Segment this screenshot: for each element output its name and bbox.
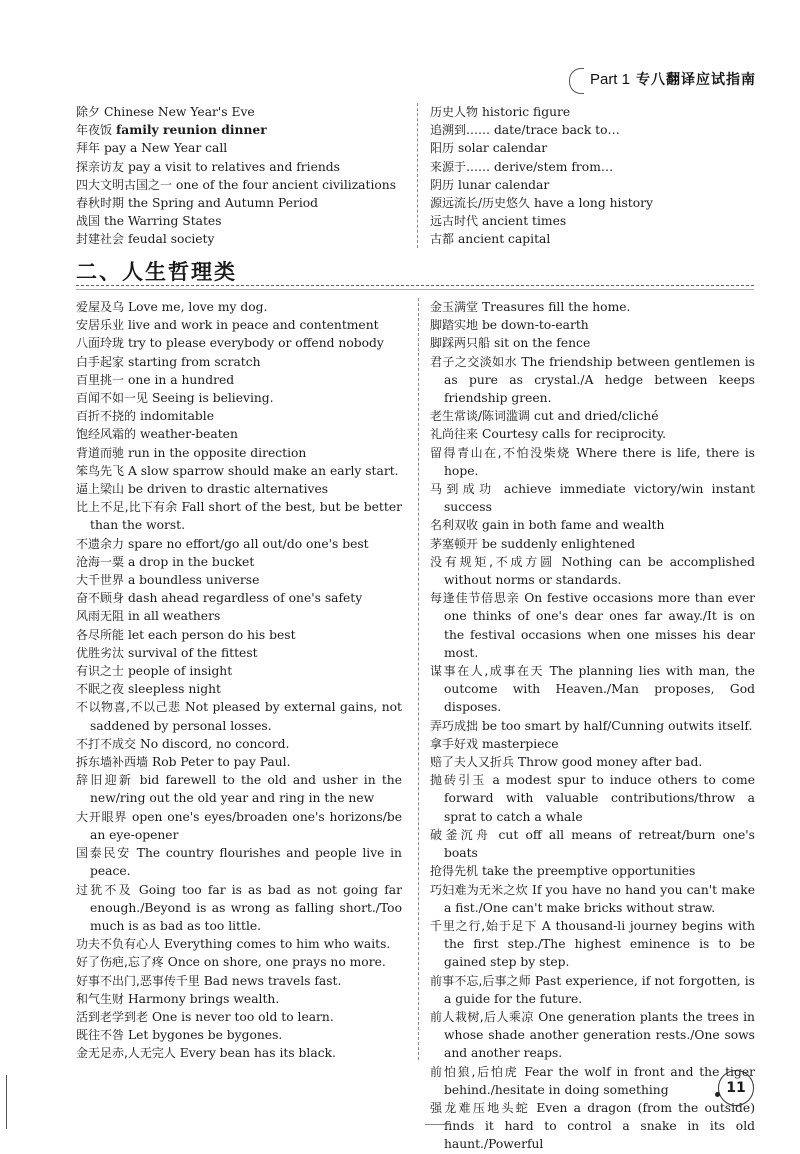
glossary-entry	[76, 139, 406, 157]
entry-english: ancient times	[481, 214, 567, 229]
glossary-entry	[430, 480, 755, 516]
entry-english: a modest spur to induce others to come forward with valuable contributions/throw a sprat to catch a whale	[444, 773, 755, 824]
glossary-entry	[430, 103, 760, 121]
page-number: 11	[726, 1080, 746, 1096]
entry-chinese: 金玉满堂	[430, 300, 479, 314]
glossary-entry	[76, 935, 402, 953]
entry-english: A thousand-li journey begins with the first step./The highest eminence is to be gained step by step.	[444, 918, 755, 970]
entry-chinese: 逼上梁山	[76, 482, 125, 497]
entry-english: have a long history	[533, 196, 653, 211]
column-divider	[418, 298, 419, 1060]
glossary-entry	[430, 316, 755, 334]
entry-chinese: 拆东墙补西墙	[76, 755, 149, 770]
entry-chinese: 奋不顾身	[76, 591, 125, 606]
entry-english: be down-to-earth	[481, 318, 589, 333]
glossary-entry	[430, 735, 755, 753]
entry-chinese: 和气生财	[76, 991, 125, 1006]
glossary-entry	[430, 334, 755, 352]
glossary-entry	[430, 444, 755, 480]
entry-english: Throw good money after bad.	[517, 755, 703, 770]
entry-english: be suddenly enlightened	[481, 536, 636, 551]
glossary-entry	[430, 194, 760, 212]
glossary-entry	[76, 1026, 402, 1044]
entry-english: sleepless night	[127, 682, 221, 697]
glossary-entry	[430, 353, 755, 408]
entry-english: Love me, love my dog.	[127, 300, 268, 314]
glossary-entry	[76, 407, 402, 425]
entry-chinese: 四大文明古国之一	[76, 177, 173, 192]
entry-english: Harmony brings wealth.	[127, 991, 280, 1006]
entry-english: If you have no hand you can't make a fist./One can't make bricks without straw.	[444, 882, 755, 915]
glossary-entry	[76, 158, 406, 176]
entry-chinese: 前怕狼,后怕虎	[430, 1064, 519, 1079]
entry-chinese: 不以物喜,不以己悲	[76, 700, 181, 715]
entry-english: Everything comes to him who waits.	[163, 937, 391, 952]
glossary-entry	[430, 589, 755, 662]
entry-english: spare no effort/go all out/do one's best	[127, 536, 369, 551]
entry-english: a drop in the bucket	[127, 554, 255, 569]
entry-english: Rob Peter to pay Paul.	[151, 755, 291, 770]
entry-chinese: 好了伤疤,忘了疼	[76, 955, 164, 970]
entry-english: starting from scratch	[127, 354, 261, 369]
entry-chinese: 战国	[76, 214, 101, 229]
glossary-entry	[76, 571, 402, 589]
glossary-entry	[76, 121, 406, 139]
entry-english: in all weathers	[127, 609, 221, 624]
entry-chinese: 拿手好戏	[430, 736, 479, 751]
page-dot-icon	[715, 1092, 720, 1097]
glossary-entry	[76, 881, 402, 936]
entry-chinese: 大千世界	[76, 573, 125, 588]
glossary-entry	[76, 844, 402, 880]
glossary-entry	[76, 735, 402, 753]
glossary-entry	[430, 881, 755, 917]
glossary-entry	[76, 626, 402, 644]
entry-chinese: 拜年	[76, 141, 101, 156]
entry-chinese: 强龙难压地头蛇	[430, 1100, 531, 1115]
entry-english: Fear the wolf in front and the tiger behind./hesitate in doing something	[444, 1064, 755, 1097]
glossary-entry	[76, 230, 406, 248]
entry-chinese: 名利双收	[430, 518, 479, 533]
glossary-entry	[430, 862, 755, 880]
entry-english: Going too far is as bad as not going far enough./Beyond is as wrong as falling short./Too much is as bad as too little.	[90, 882, 402, 933]
glossary-entry	[76, 498, 402, 534]
glossary-entry	[76, 1008, 402, 1026]
glossary-entry	[76, 990, 402, 1008]
entry-english: a boundless universe	[127, 573, 260, 588]
header-book-title: 专八翻译应试指南	[636, 72, 756, 88]
glossary-entry	[76, 953, 402, 971]
glossary-entry	[76, 316, 402, 334]
glossary-entry	[430, 516, 755, 534]
entry-chinese: 比上不足,比下有余	[76, 500, 178, 515]
glossary-entry	[76, 680, 402, 698]
entry-chinese: 阳历	[430, 141, 455, 156]
glossary-entry	[430, 753, 755, 771]
entry-english: solar calendar	[457, 141, 548, 156]
entry-chinese: 好事不出门,恶事传千里	[76, 973, 200, 988]
entry-chinese: 君子之交淡如水	[430, 354, 517, 369]
entry-english: The friendship between gentlemen is as pure as crystal./A hedge between keeps friendship green.	[444, 354, 755, 406]
entry-chinese: 笨鸟先飞	[76, 463, 125, 478]
section-rule	[76, 285, 754, 286]
glossary-entry	[430, 407, 755, 425]
header-part: Part 1	[589, 70, 630, 88]
entry-english: try to please everybody or offend nobody	[127, 336, 384, 351]
entry-english: masterpiece	[481, 736, 559, 751]
entry-chinese: 不遗余力	[76, 536, 125, 551]
margin-mark	[6, 1075, 7, 1129]
glossary-entry	[430, 176, 760, 194]
entry-chinese: 谋事在人,成事在天	[430, 664, 545, 679]
entry-english: The country flourishes and people live in peace.	[90, 846, 402, 879]
entry-english: family reunion dinner	[115, 122, 267, 138]
column-divider-top	[417, 103, 418, 248]
glossary-entry	[76, 771, 402, 807]
glossary-entry	[76, 607, 402, 625]
entry-english: A slow sparrow should make an early start.	[127, 463, 399, 478]
glossary-entry	[76, 553, 402, 571]
entry-english: Fall short of the best, but be better than the worst.	[90, 500, 402, 533]
entry-chinese: 源远流长/历史悠久	[430, 196, 531, 211]
entry-chinese: 背道而驰	[76, 445, 125, 460]
glossary-entry	[76, 194, 406, 212]
entry-english: The planning lies with man, the outcome with Heaven./Man proposes, God disposes.	[444, 664, 755, 715]
entry-english: pay a visit to relatives and friends	[127, 159, 340, 174]
glossary-entry	[430, 1008, 755, 1063]
entry-chinese: 巧妇难为无米之炊	[430, 882, 528, 897]
entry-chinese: 前事不忘,后事之师	[430, 973, 531, 988]
entry-chinese: 老生常谈/陈词滥调	[430, 409, 531, 424]
entry-chinese: 千里之行,始于足下	[430, 918, 538, 933]
entry-english: live and work in peace and contentment	[127, 318, 379, 333]
glossary-entry	[430, 553, 755, 589]
entry-chinese: 有识之士	[76, 664, 125, 679]
entry-english: One is never too old to learn.	[151, 1009, 334, 1024]
glossary-right-column	[430, 298, 755, 1154]
entry-chinese: 脚踏实地	[430, 318, 479, 333]
glossary-entry	[76, 353, 402, 371]
glossary-top-right	[430, 103, 760, 249]
entry-chinese: 既往不咎	[76, 1028, 125, 1043]
glossary-entry	[430, 230, 760, 248]
entry-chinese: 远古时代	[430, 214, 479, 229]
entry-chinese: 赔了夫人又折兵	[430, 755, 515, 770]
entry-english: feudal society	[127, 232, 215, 247]
entry-english: cut and dried/cliché	[533, 409, 659, 424]
glossary-entry	[430, 212, 760, 230]
entry-english: be driven to drastic alternatives	[127, 482, 329, 497]
entry-chinese: 追溯到……	[430, 123, 491, 138]
glossary-entry	[430, 121, 760, 139]
section-rule-underline	[76, 289, 754, 290]
entry-chinese: 安居乐业	[76, 318, 125, 333]
glossary-top-left	[76, 103, 406, 249]
entry-english: gain in both fame and wealth	[481, 518, 665, 533]
entry-english: pay a New Year call	[103, 141, 228, 156]
entry-english: open one's eyes/broaden one's horizons/be an eye-opener	[90, 809, 402, 842]
glossary-entry	[76, 371, 402, 389]
entry-chinese: 春秋时期	[76, 196, 125, 211]
glossary-entry	[76, 176, 406, 194]
glossary-entry	[430, 139, 760, 157]
entry-chinese: 礼尚往来	[430, 427, 479, 442]
entry-english: lunar calendar	[457, 177, 550, 192]
entry-chinese: 过犹不及	[76, 882, 133, 897]
running-header	[569, 66, 756, 92]
entry-chinese: 优胜劣汰	[76, 645, 125, 660]
entry-chinese: 弄巧成拙	[430, 718, 479, 733]
entry-chinese: 没有规矩,不成方圆	[430, 554, 555, 569]
entry-english: the Spring and Autumn Period	[127, 196, 319, 211]
entry-english: one of the four ancient civilizations	[175, 177, 397, 192]
entry-english: Every bean has its black.	[179, 1046, 336, 1061]
entry-chinese: 百里挑一	[76, 372, 125, 387]
entry-english: Even a dragon (from the outside) finds it hard to control a snake in its old haunt./Powerful	[444, 1100, 755, 1152]
entry-chinese: 破釜沉舟	[430, 827, 492, 842]
entry-english: Where there is life, there is hope.	[444, 445, 755, 478]
glossary-entry	[76, 698, 402, 734]
entry-english: Nothing can be accomplished without norms or standards.	[444, 554, 755, 588]
entry-chinese: 不眠之夜	[76, 682, 125, 697]
glossary-entry	[76, 662, 402, 680]
glossary-entry	[76, 808, 402, 844]
section-title: 二、人生哲理类	[76, 260, 237, 284]
header-bracket-icon	[569, 68, 584, 94]
glossary-entry	[430, 972, 755, 1008]
entry-chinese: 活到老学到老	[76, 1009, 149, 1024]
entry-english: run in the opposite direction	[127, 445, 307, 460]
entry-english: be too smart by half/Cunning outwits itself.	[481, 718, 753, 733]
entry-chinese: 八面玲珑	[76, 336, 125, 351]
entry-chinese: 百闻不如一见	[76, 391, 149, 406]
entry-chinese: 来源于……	[430, 159, 491, 174]
footer-mark	[425, 1124, 449, 1125]
glossary-entry	[76, 212, 406, 230]
entry-chinese: 茅塞顿开	[430, 536, 479, 551]
entry-chinese: 阴历	[430, 177, 455, 192]
glossary-entry	[76, 444, 402, 462]
glossary-entry	[430, 298, 755, 316]
glossary-entry	[430, 662, 755, 717]
glossary-entry	[430, 425, 755, 443]
glossary-entry	[430, 1063, 755, 1099]
entry-english: No discord, no concord.	[139, 736, 290, 751]
entry-english: one in a hundred	[127, 372, 235, 387]
entry-chinese: 饱经风霜的	[76, 427, 137, 442]
entry-english: people of insight	[127, 664, 233, 679]
entry-chinese: 每逢佳节倍思亲	[430, 591, 520, 606]
glossary-entry	[76, 1044, 402, 1062]
entry-english: On festive occasions more than ever one thinks of one's dear ones far away./It is on the festival occasions when one misses his dear most.	[444, 591, 755, 660]
entry-chinese: 爱屋及乌	[76, 300, 125, 314]
entry-english: let each person do his best	[127, 627, 296, 642]
entry-chinese: 金无足赤,人无完人	[76, 1046, 176, 1061]
entry-chinese: 探亲访友	[76, 159, 125, 174]
entry-english: achieve immediate victory/win instant success	[444, 482, 755, 515]
glossary-entry	[430, 717, 755, 735]
entry-english: Not pleased by external gains, not saddened by personal losses.	[90, 700, 402, 733]
entry-chinese: 风雨无阻	[76, 609, 125, 624]
entry-chinese: 功夫不负有心人	[76, 937, 161, 952]
entry-chinese: 各尽所能	[76, 627, 125, 642]
entry-chinese: 沧海一粟	[76, 554, 125, 569]
entry-chinese: 不打不成交	[76, 736, 137, 751]
entry-chinese: 脚踩两只船	[430, 336, 491, 351]
entry-english: Seeing is believing.	[151, 391, 274, 406]
entry-chinese: 百折不挠的	[76, 409, 137, 424]
entry-english: take the preemptive opportunities	[481, 864, 696, 879]
glossary-entry	[76, 535, 402, 553]
entry-english: indomitable	[139, 409, 215, 424]
entry-chinese: 前人栽树,后人乘凉	[430, 1009, 534, 1024]
entry-english: Past experience, if not forgotten, is a guide for the future.	[444, 973, 755, 1006]
entry-chinese: 历史人物	[430, 105, 479, 119]
entry-english: weather-beaten	[139, 427, 238, 442]
entry-english: Treasures fill the home.	[481, 300, 631, 314]
page-number-badge	[718, 1070, 754, 1106]
entry-english: date/trace back to…	[493, 123, 620, 138]
entry-english: Let bygones be bygones.	[127, 1028, 283, 1043]
entry-chinese: 辞旧迎新	[76, 773, 134, 788]
entry-chinese: 留得青山在,不怕没柴烧	[430, 445, 571, 460]
entry-chinese: 抢得先机	[430, 864, 479, 879]
entry-chinese: 大开眼界	[76, 809, 128, 824]
glossary-entry	[430, 535, 755, 553]
glossary-entry	[76, 753, 402, 771]
glossary-entry	[76, 389, 402, 407]
entry-english: dash ahead regardless of one's safety	[127, 591, 363, 606]
entry-english: historic figure	[481, 105, 571, 119]
entry-chinese: 封建社会	[76, 232, 125, 247]
entry-english: Courtesy calls for reciprocity.	[481, 427, 667, 442]
entry-chinese: 白手起家	[76, 354, 125, 369]
entry-english: survival of the fittest	[127, 645, 258, 660]
glossary-entry	[76, 972, 402, 990]
entry-english: ancient capital	[457, 232, 551, 247]
entry-english: One generation plants the trees in whose shade another generation rests./One sows and another reaps.	[444, 1009, 755, 1061]
entry-chinese: 年夜饭	[76, 123, 113, 138]
entry-english: bid farewell to the old and usher in the new/ring out the old year and ring in the new	[90, 773, 402, 806]
glossary-entry	[430, 158, 760, 176]
glossary-entry	[430, 771, 755, 826]
glossary-entry	[76, 589, 402, 607]
glossary-entry	[76, 298, 402, 316]
entry-chinese: 除夕	[76, 105, 101, 119]
entry-english: Bad news travels fast.	[203, 973, 342, 988]
glossary-entry	[76, 103, 406, 121]
glossary-entry	[76, 334, 402, 352]
entry-english: sit on the fence	[493, 336, 591, 351]
glossary-left-column	[76, 298, 402, 1063]
entry-chinese: 古都	[430, 232, 455, 247]
glossary-entry	[430, 826, 755, 862]
entry-english: cut off all means of retreat/burn one's boats	[444, 827, 755, 861]
glossary-entry	[76, 462, 402, 480]
entry-chinese: 马到成功	[430, 482, 496, 497]
entry-chinese: 国泰民安	[76, 846, 132, 861]
entry-english: Chinese New Year's Eve	[103, 105, 255, 119]
entry-english: Once on shore, one prays no more.	[167, 955, 386, 970]
glossary-entry	[76, 480, 402, 498]
glossary-entry	[76, 644, 402, 662]
entry-chinese: 抛砖引玉	[430, 773, 487, 788]
entry-english: the Warring States	[103, 214, 222, 229]
glossary-entry	[430, 1099, 755, 1154]
entry-english: derive/stem from…	[493, 159, 614, 174]
glossary-entry	[76, 425, 402, 443]
glossary-entry	[430, 917, 755, 972]
